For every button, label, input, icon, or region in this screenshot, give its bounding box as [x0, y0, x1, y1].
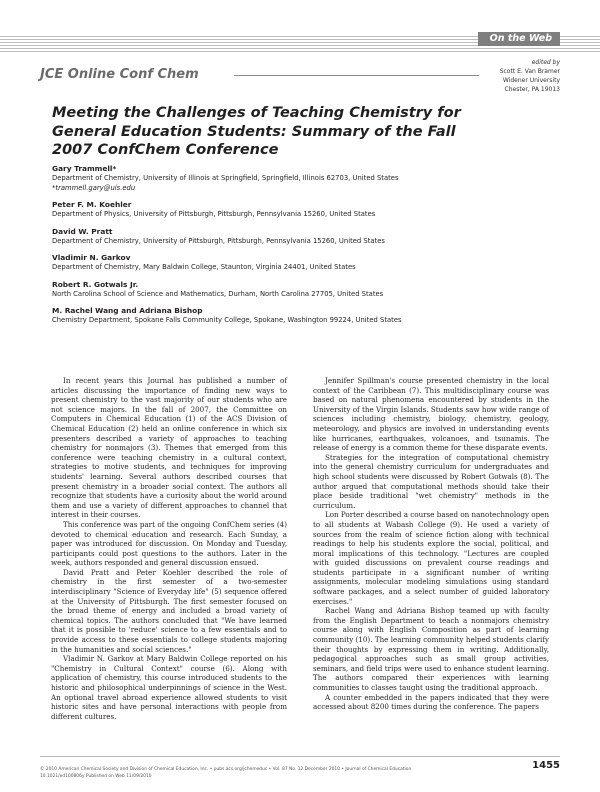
footer-doi[interactable]: 10.1021/ed100806y Published on Web 11/09/2010: [40, 774, 152, 779]
page-number: 1455: [532, 760, 560, 771]
author-affiliation: Department of Physics, University of Pittsburgh, Pittsburgh, Pennsylvania 15260, United States: [52, 210, 376, 218]
body-paragraph: In recent years this Journal has published a number of articles discussing the importance of finding new ways to present chemistry to the vast majority of our students who are not science majors. In the fall of 2007, the Committee on Computers in Chemical Education (1) of the ACS Division of Chemical Education (2) held an online conference in which six presenters described a variety of approaches to teaching chemistry for nonmajors (3). Themes that emerged from this conference were teaching chemistry in a cultural context, strategies to motive students, and techniques for improving students' learning. Several authors described courses that present chemistry in a broader social context. The authors all recognize that students have a curiosity about the world around them and use a variety of different approaches to channel that interest in their courses.: [51, 376, 287, 520]
body-paragraph: Strategies for the integration of computational chemistry into the general chemistry curriculum for undergraduates and high school students were discussed by Robert Gotwals (8). The author argued that computational methods should take their place beside traditional "wet chemistry" methods in the curriculum.: [313, 452, 549, 510]
editor-label: edited by: [531, 59, 560, 66]
author-block: [52, 252, 572, 273]
body-column-right: [313, 376, 549, 712]
body-paragraph: David Pratt and Peter Koehler described the role of chemistry in the first semester of a two-semester interdisciplinary "Science of Everyday life" (5) sequence offered at the University of Pittsburgh. The first semester focused on the broad theme of energy and included a broad variety of chemical topics. The authors concluded that "We have learned that it is possible to 'reduce' science to a few essentials and to provide access to these essentials to college students majoring in the humanities and social sciences.": [51, 567, 287, 654]
author-name: Peter F. M. Koehler: [52, 200, 132, 209]
article-title: Meeting the Challenges of Teaching Chemistry for General Education Students: Summary of the Fall 2007 ConfChem Conference: [52, 105, 461, 158]
author-name: Vladimir N. Garkov: [52, 253, 131, 262]
author-affiliation: Chemistry Department, Spokane Falls Community College, Spokane, Washington 99224, United States: [52, 316, 402, 324]
footer-rule: [40, 756, 560, 757]
author-affiliation: North Carolina School of Science and Mathematics, Durham, North Carolina 27705, United States: [52, 289, 384, 298]
author-block: [52, 226, 572, 247]
body-paragraph: A counter embedded in the papers indicated that they were accessed about 8200 times during the conference. The papers: [313, 692, 549, 712]
author-name: Gary Trammell*: [52, 164, 117, 173]
author-affiliation: Department of Chemistry, University of Pittsburgh, Pittsburgh, Pennsylvania 15260, United States: [52, 236, 385, 245]
author-name: M. Rachel Wang and Adriana Bishop: [52, 306, 203, 315]
footer-copyright: © 2010 American Chemical Society and Division of Chemical Education, Inc. • pubs.acs.org/jchemeduc • Vol. 87 No. 12 December 2010 • Journal of Chemical Education: [40, 767, 412, 772]
body-paragraph: Rachel Wang and Adriana Bishop teamed up with faculty from the English Department to teach a nonmajors chemistry course along with English Composition as part of learning community (10). The learning community helped students clarify their thoughts by expressing them in writing. Additionally, pedagogical approaches such as small group activities, seminars, and field trips were used to enhance student learning. The authors compared their experiences with learning communities to classes taught using the traditional approach.: [313, 606, 549, 692]
body-paragraph: Jennifer Spillman's course presented chemistry in the local context of the Caribbean (7). This multidisciplinary course was based on natural phenomena encountered by students in the University of the Virgin Islands. Students saw how wide range of sciences including chemistry, biology, chemistry, geology, meteorology, and physics are involved in understanding events like hurricanes, earthquakes, volcanoes, and tsunamis. The release of energy is a common theme for these disparate events.: [313, 376, 549, 453]
journal-brand: JCE Online Conf Chem: [40, 67, 199, 82]
author-name: Robert R. Gotwals Jr.: [52, 279, 139, 289]
body-paragraph: Vladimir N. Garkov at Mary Baldwin College reported on his "Chemistry in Cultural Context" course (6). Along with application of chemistry, this course introduced students to the historic and philosophical underpinnings of science in the West. An optional travel abroad experience allowed students to visit historic sites and have personal interactions with people from different cultures.: [51, 654, 287, 721]
editor-institution: Widener University: [502, 77, 560, 84]
author-affiliation: Department of Chemistry, Mary Baldwin College, Staunton, Virginia 24401, United States: [52, 263, 356, 271]
footer: [40, 766, 411, 780]
author-block: [52, 163, 572, 193]
editor-block: [500, 58, 560, 94]
author-email[interactable]: *trammell.gary@uis.edu: [52, 183, 136, 192]
body-paragraph: This conference was part of the ongoing ConfChem series (4) devoted to chemical education and research. Each Sunday, a paper was introduced for discussion. On Monday and Tuesday, participants could post questions to the authors. Later in the week, authors responded and general discussion ensued.: [51, 519, 287, 568]
author-affiliation: Department of Chemistry, University of Illinois at Springfield, Springfield, Illinois 62703, United States: [52, 174, 399, 182]
author-block: [52, 305, 572, 326]
author-block: [52, 199, 572, 220]
body-paragraph: Lon Porter described a course based on nanotechnology open to all students at Wabash College (9). He used a variety of sources from the realm of science fiction along with technical readings to help his students explore the social, political, and moral implications of this technology. "Lectures are coupled with guided discussions on prevalent course readings and students participate in a significant number of writing assignments, molecular modeling simulations using standard software packages, and a select number of guided laboratory exercises.": [313, 510, 549, 606]
section-tab: On the Web: [478, 32, 560, 46]
editor-location: Chester, PA 19013: [504, 86, 560, 93]
brand-rule: [234, 75, 479, 76]
body-column-left: [51, 376, 287, 721]
author-list: [52, 163, 572, 332]
author-block: [52, 279, 572, 300]
editor-name: Scott E. Van Bramer: [499, 68, 560, 75]
author-name: David W. Pratt: [52, 226, 113, 236]
